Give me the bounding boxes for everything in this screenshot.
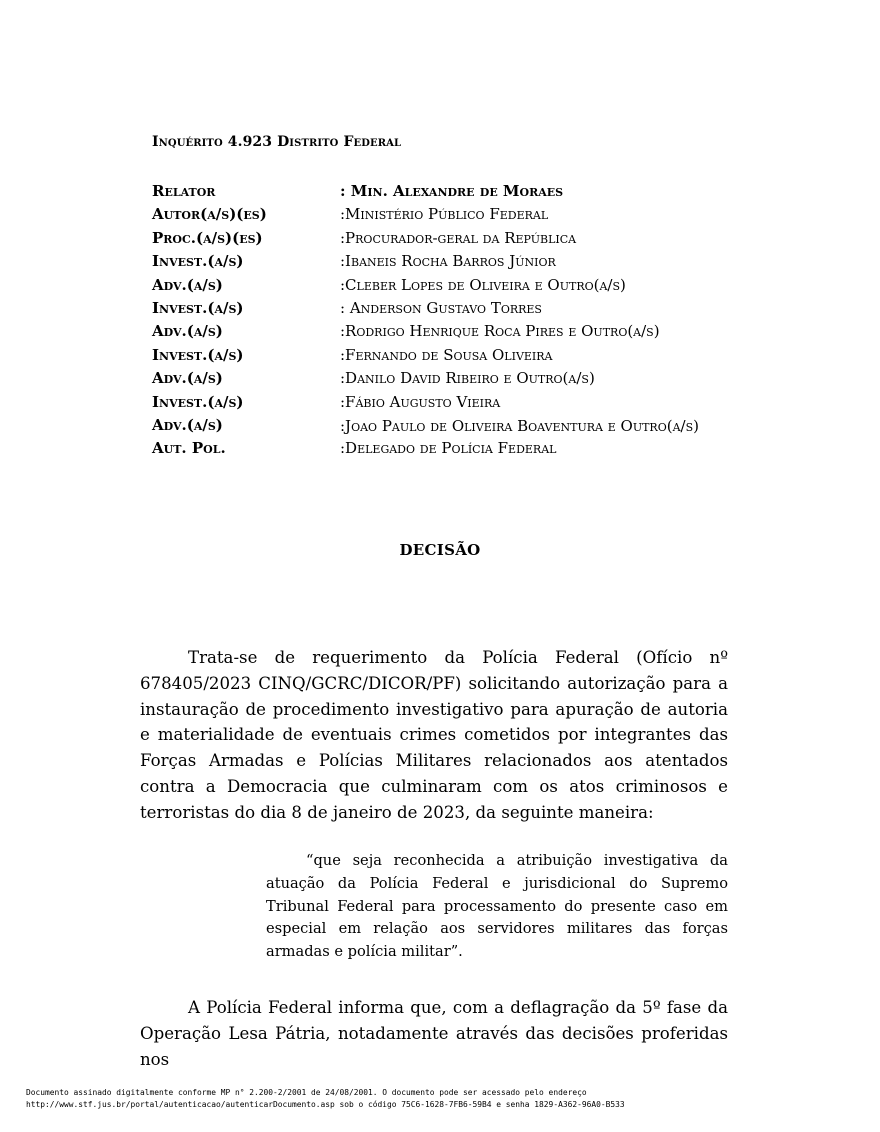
block-quote: “que seja reconhecida a atribuição investigativa da atuação da Polícia Federal e jurisdicional do Supremo Tribunal Federal para processamento do presente caso em especial em relação aos servidores militares das forças armadas e polícia militar”. (266, 852, 728, 961)
party-value: : Min. Alexandre de Moraes (340, 182, 564, 200)
party-label: Adv.(a/s) (152, 275, 223, 294)
party-row (152, 391, 728, 414)
party-label: Invest.(a/s) (152, 252, 244, 271)
party-label: Adv.(a/s) (152, 369, 223, 388)
party-value: :Ibaneis Rocha Barros Júnior (340, 252, 556, 271)
party-row (152, 437, 728, 460)
party-value: :Delegado de Polícia Federal (340, 439, 557, 458)
party-label: Invest.(a/s) (152, 345, 244, 364)
party-value: :Ministério Público Federal (340, 205, 549, 224)
party-row (152, 227, 728, 250)
body-paragraph: Trata-se de requerimento da Polícia Federal (Ofício nº 678405/2023 CINQ/GCRC/DICOR/PF) solicitando autorização para a instauração de procedimento investigativo para apuração de autoria e materialidade de eventuais crimes cometidos por integrantes das Forças Armadas e Polícias Militares relacionados aos atentados contra a Democracia que culminaram com os atos criminosos e terroristas do dia 8 de janeiro de 2023, da seguinte maneira: (140, 648, 728, 822)
parties-list (152, 180, 728, 461)
signature-footer (26, 1087, 625, 1111)
party-value: :Danilo David Ribeiro e Outro(a/s) (340, 369, 595, 388)
party-value: :Fábio Augusto Vieira (340, 392, 501, 411)
party-value: :Cleber Lopes de Oliveira e Outro(a/s) (340, 275, 626, 294)
decision-title: DECISÃO (399, 541, 481, 559)
party-label: Relator (152, 182, 216, 200)
party-label: Adv.(a/s) (152, 416, 223, 435)
party-row (152, 414, 728, 437)
case-heading: Inquérito 4.923 Distrito Federal (152, 134, 402, 150)
party-row (152, 203, 728, 226)
party-value: :Procurador-geral da República (340, 228, 577, 247)
party-value: :Joao Paulo de Oliveira Boaventura e Outro(a/s) (340, 417, 699, 436)
party-row (152, 250, 728, 273)
body-paragraph: A Polícia Federal informa que, com a deflagração da 5º fase da Operação Lesa Pátria, notadamente através das decisões proferidas nos (140, 998, 728, 1069)
party-label: Adv.(a/s) (152, 322, 223, 341)
party-label: Aut. Pol. (152, 439, 226, 458)
party-row (152, 274, 728, 297)
party-value: :Rodrigo Henrique Roca Pires e Outro(a/s) (340, 322, 660, 341)
party-row (152, 180, 728, 203)
party-label: Invest.(a/s) (152, 299, 244, 318)
party-label: Invest.(a/s) (152, 392, 244, 411)
party-value: :Fernando de Sousa Oliveira (340, 345, 553, 364)
party-row (152, 344, 728, 367)
party-row (152, 297, 728, 320)
party-label: Autor(a/s)(es) (152, 205, 267, 224)
party-row (152, 367, 728, 390)
party-label: Proc.(a/s)(es) (152, 228, 263, 247)
footer-line: Documento assinado digitalmente conforme MP n° 2.200-2/2001 de 24/08/2001. O documento pode ser acessado pelo endereço (26, 1088, 587, 1097)
party-value: : Anderson Gustavo Torres (340, 299, 542, 318)
footer-line: http://www.stf.jus.br/portal/autenticacao/autenticarDocumento.asp sob o código 75C6-1628-7FB6-59B4 e senha 1829-A362-96A0-B533 (26, 1100, 625, 1109)
party-row (152, 320, 728, 343)
